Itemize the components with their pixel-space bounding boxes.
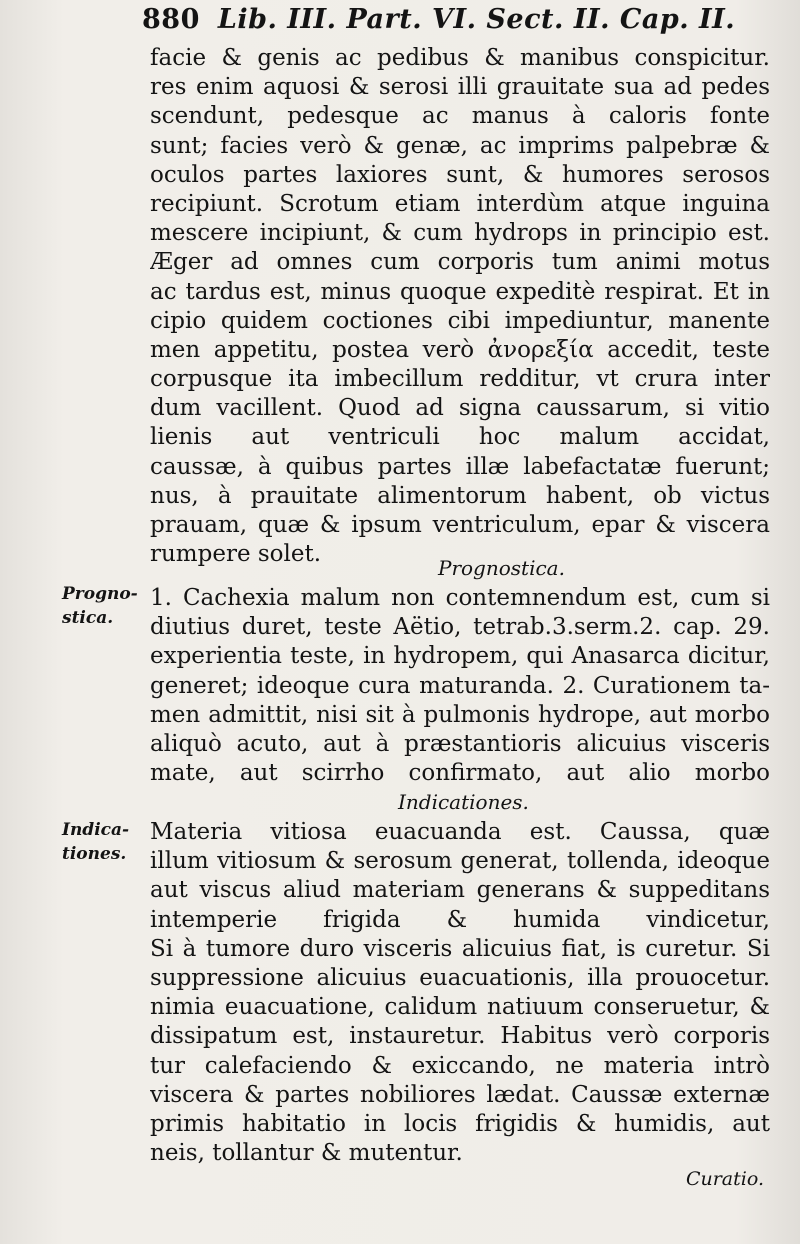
text-line: sunt; facies verò & genæ, ac imprims palpebræ &: [150, 132, 770, 159]
text-line: neis, tollantur & mutentur.: [150, 1140, 463, 1167]
running-header: [142, 4, 742, 35]
text-line: Si à tumore duro visceris alicuius fiat, is curetur. Si: [150, 935, 770, 962]
text-line: illum vitiosum & serosum generat, tollenda, ideoque: [150, 848, 770, 875]
running-title: Lib. III. Part. VI. Sect. II. Cap. II.: [217, 4, 736, 35]
text-line: intemperie frigida & humida vindicetur,: [150, 906, 770, 933]
text-block-description: [150, 44, 770, 569]
text-line: generet; ideoque cura maturanda. 2. Curationem ta-: [150, 672, 770, 699]
margin-note-indicationes: [62, 818, 142, 866]
text-line: aut viscus aliud materiam generans & suppeditans: [150, 877, 770, 904]
margin-note-prognostica: [62, 582, 142, 630]
text-line: diutius duret, teste Aëtio, tetrab.3.serm.2. cap. 29.: [150, 614, 770, 641]
text-line: rumpere solet.: [150, 541, 322, 568]
text-line: dum vacillent. Quod ad signa caussarum, si vitio: [150, 395, 770, 422]
text-line: lienis aut ventriculi hoc malum accidat,: [150, 424, 770, 451]
text-line: recipiunt. Scrotum etiam interdùm atque inguina: [150, 190, 770, 217]
text-line: 1. Cachexia malum non contemnendum est, cum si: [150, 585, 770, 611]
text-line: tur calefaciendo & exiccando, ne materia intrò: [150, 1052, 770, 1079]
text-line: mate, aut scirrho confirmato, aut alio morbo: [150, 760, 770, 787]
text-block-prognostica: [150, 584, 770, 788]
margin-note-line: Indica-: [62, 820, 130, 840]
heading-prognostica: Prognostica.: [438, 556, 565, 580]
margin-note-line: tiones.: [62, 844, 127, 864]
text-line: oculos partes laxiores sunt, & humores serosos: [150, 161, 770, 188]
text-line: facie & genis ac pedibus & manibus conspicitur.: [150, 45, 770, 71]
text-line: mescere incipiunt, & cum hydrops in principio est.: [150, 220, 770, 247]
text-line: prauam, quæ & ipsum ventriculum, epar & viscera: [150, 512, 770, 538]
heading-indicationes: Indicationes.: [398, 790, 529, 814]
text-line: caussæ, à quibus partes illæ labefactatæ fuerunt;: [150, 453, 770, 480]
text-line: nimia euacuatione, calidum natiuum conseruetur, &: [150, 994, 770, 1021]
text-line: primis habitatio in locis frigidis & humidis, aut: [150, 1110, 770, 1137]
text-line: cipio quidem coctiones cibi impediuntur, manente: [150, 307, 770, 334]
text-line: dissipatum est, instauretur. Habitus verò corporis: [150, 1023, 770, 1050]
margin-note-line: stica.: [62, 608, 114, 628]
text-line: res enim aquosi & serosi illi grauitate sua ad pedes: [150, 74, 770, 101]
text-line: Æger ad omnes cum corporis tum animi motus: [150, 249, 770, 276]
margin-note-line: Progno-: [62, 584, 138, 604]
text-line: Materia vitiosa euacuanda est. Caussa, quæ: [150, 819, 770, 845]
text-line: suppressione alicuius euacuationis, illa prouocetur.: [150, 964, 770, 991]
text-line: ac tardus est, minus quoque expeditè respirat. Et in: [150, 278, 770, 305]
text-line: men appetitu, postea verò ἀνορεξία accedit, teste: [150, 336, 770, 363]
page-number: 880: [142, 4, 200, 35]
text-line: viscera & partes nobiliores lædat. Caussæ externæ: [150, 1081, 770, 1108]
text-line: men admittit, nisi sit à pulmonis hydrope, aut morbo: [150, 701, 770, 728]
text-block-indicationes: [150, 818, 770, 1168]
catchword: Curatio.: [685, 1168, 764, 1190]
text-line: aliquò acuto, aut à præstantioris alicuius visceris: [150, 730, 770, 757]
text-line: scendunt, pedesque ac manus à caloris fonte: [150, 103, 770, 130]
text-line: experientia teste, in hydropem, qui Anasarca dicitur,: [150, 643, 770, 670]
text-line: nus, à prauitate alimentorum habent, ob victus: [150, 482, 770, 509]
text-line: corpusque ita imbecillum redditur, vt crura inter: [150, 366, 770, 393]
